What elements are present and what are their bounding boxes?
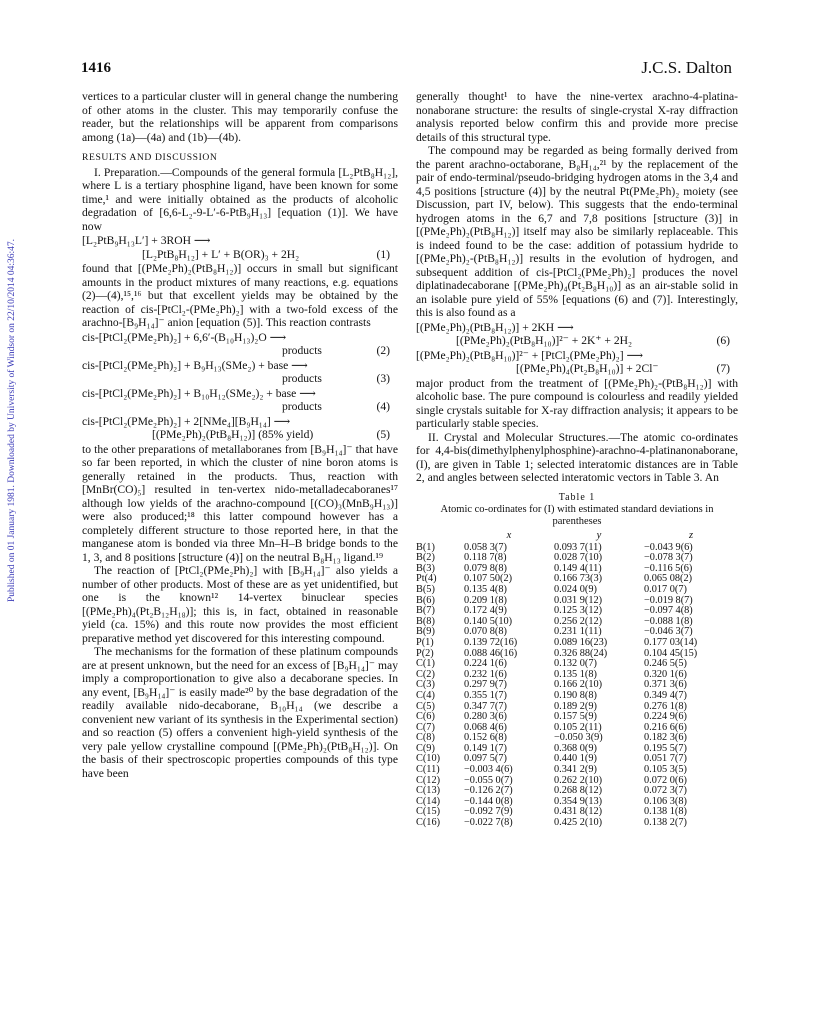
- equation-text: [(PMe₂Ph)₂(PtB₈H₁₀)]²⁻ + 2K⁺ + 2H₂: [456, 334, 633, 347]
- equation-line: [416, 362, 738, 376]
- equation-text: products: [282, 400, 322, 413]
- equation-number: (6): [716, 334, 730, 347]
- z-cell: −0.078 3(7): [644, 552, 693, 564]
- z-cell: 0.276 1(8): [644, 700, 687, 712]
- equation-line: [82, 400, 398, 414]
- atom-label-cell: C(4): [416, 689, 435, 701]
- z-cell: 0.072 0(6): [644, 774, 687, 786]
- paragraph: The compound may be regarded as being formally derived from the parent arachno-octaborane, B₈H₁₄,²¹ by the replacement of the pair of endo-terminal/pseudo-bridging hydrogen atoms in the 3,4 and 4,5 positions [structure (4)] by the neutral Pt(PMe₂Ph)₂ moiety (see Discussion, part IV, below). This suggests that the endo-terminal hydrogen atoms in the 6,7 and 7,8 positions [structure (3)] in [(PMe₂Ph)₂(PtB₈H₁₂)] itself may also be similarly replaceable. This is indeed found to be the case: addition of potassium hydride to [(PMe₂Ph)₂-(PtB₈H₁₂)] results in the evolution of hydrogen, and subsequent addition of cis-[PtCl₂(PMe₂Ph)₂] produces the novel diplatinadecaborane [(PMe₂Ph)₄(Pt₂B₈H₁₀)] as an air-stable solid in an isolable pure yield of 55% [equations (6) and (7)]. Interestingly, this is also found as a: [416, 144, 738, 319]
- x-cell: 0.297 9(7): [464, 679, 507, 691]
- z-cell: −0.097 4(8): [644, 605, 693, 617]
- table-row: [416, 638, 738, 649]
- equation-number: (3): [376, 372, 390, 385]
- equation-line: [416, 334, 738, 348]
- y-cell: 0.431 8(12): [554, 806, 603, 818]
- y-cell: 0.125 3(12): [554, 605, 603, 617]
- atom-label-cell: C(11): [416, 764, 440, 776]
- atom-label-cell: Pt(4): [416, 573, 437, 585]
- z-cell: 0.177 03(14): [644, 636, 698, 648]
- z-cell: 0.105 3(5): [644, 764, 687, 776]
- y-cell: 0.149 4(11): [554, 562, 602, 574]
- equation-3: [82, 359, 398, 386]
- equation-line: [(PMe₂Ph)₂(PtB₈H₁₂)] + 2KH ⟶: [416, 320, 574, 334]
- y-cell: 0.190 8(8): [554, 689, 597, 701]
- equation-line: cis-[PtCl₂(PMe₂Ph)₂] + B₉H₁₃(SMe₂) + base ⟶: [82, 358, 308, 372]
- y-cell: 0.166 73(3): [554, 573, 603, 585]
- equation-number: (1): [376, 247, 390, 261]
- x-cell: 0.107 50(2): [464, 573, 513, 585]
- equation-line: [82, 248, 398, 262]
- atom-label-cell: B(6): [416, 594, 435, 606]
- z-cell: 0.224 9(6): [644, 711, 687, 723]
- x-cell: 0.058 3(7): [464, 541, 507, 553]
- atom-label-cell: C(8): [416, 732, 435, 744]
- y-cell: 0.135 1(8): [554, 668, 597, 680]
- atom-label-cell: C(2): [416, 668, 435, 680]
- x-cell: 0.068 4(6): [464, 721, 507, 733]
- atom-label-cell: B(3): [416, 562, 435, 574]
- atom-label-cell: C(14): [416, 795, 441, 807]
- equation-number: (2): [376, 344, 390, 357]
- x-cell: −0.144 0(8): [464, 795, 513, 807]
- atom-label-cell: C(7): [416, 721, 435, 733]
- x-cell: 0.149 1(7): [464, 742, 507, 754]
- atom-label-cell: B(1): [416, 541, 435, 553]
- atom-label-cell: C(15): [416, 806, 441, 818]
- z-cell: −0.043 9(6): [644, 541, 693, 553]
- equation-number: (4): [376, 400, 390, 413]
- equation-7: [416, 349, 738, 376]
- x-cell: −0.126 2(7): [464, 785, 513, 797]
- x-cell: 0.088 46(16): [464, 647, 518, 659]
- x-cell: 0.152 6(8): [464, 732, 507, 744]
- right-column: [416, 90, 738, 829]
- table-row: [416, 691, 738, 702]
- z-cell: 0.065 08(2): [644, 573, 693, 585]
- atom-label-cell: B(5): [416, 583, 435, 595]
- equation-line: [82, 344, 398, 358]
- left-column: [82, 90, 398, 780]
- y-cell: 0.089 16(23): [554, 636, 608, 648]
- atom-label-cell: C(9): [416, 742, 435, 754]
- atom-label-cell: B(8): [416, 615, 435, 627]
- equation-line: [82, 428, 398, 442]
- z-cell: 0.017 0(7): [644, 583, 687, 595]
- equation-6: [416, 321, 738, 348]
- z-cell: 0.371 3(6): [644, 679, 687, 691]
- y-cell: 0.031 9(12): [554, 594, 603, 606]
- y-cell: 0.440 1(9): [554, 753, 597, 765]
- z-cell: 0.216 6(6): [644, 721, 687, 733]
- paragraph: generally thought¹ to have the nine-vertex arachno-4-platina-nonaborane structure: the results of single-crystal X-ray diffraction analysis reported below confirm this and provide more precise details of this structural type.: [416, 90, 738, 144]
- x-cell: 0.224 1(6): [464, 658, 507, 670]
- paragraph: The reaction of [PtCl₂(PMe₂Ph)₂] with [B₉H₁₄]⁻ also yields a number of other products. Most of these are as yet unidentified, but one is the known¹² 14-vertex binuclear species [(PMe₂Ph)₄(Pt₂B₁₂H₁₈)]; this is, in fact, obtained in reasonable yield (ca. 15%) and this route now provides the most efficient preparative method yet discovered for this interesting compound.: [82, 564, 398, 645]
- z-cell: 0.051 7(7): [644, 753, 687, 765]
- equation-text: products: [282, 372, 322, 385]
- y-cell: 0.231 1(11): [554, 626, 602, 638]
- paragraph: The mechanisms for the formation of these platinum compounds are at present unknown, but the need for an excess of [B₉H₁₄]⁻ may imply a comproportionation to give also a decaborane species. In any event, [B₉H₁₄]⁻ is easily made²⁰ by the base degradation of the readily available nido-decaborane, B₁₀H₁₄ (we describe a convenient new variant of its synthesis in the Experimental section) and so reaction (5) offers a convenient high-yield synthesis of the very pale yellow crystalline compound [(PMe₂Ph)₂(PtB₈H₁₂)]. On the basis of their spectroscopic properties compounds of this type have been: [82, 645, 398, 780]
- y-cell: 0.354 9(13): [554, 795, 603, 807]
- x-cell: −0.022 7(8): [464, 817, 513, 829]
- atom-label-cell: P(2): [416, 647, 434, 659]
- y-cell: 0.425 2(10): [554, 817, 603, 829]
- z-cell: 0.349 4(7): [644, 689, 687, 701]
- equation-line: cis-[PtCl₂(PMe₂Ph)₂] + 2[NMe₄][B₉H₁₄] ⟶: [82, 414, 291, 428]
- y-cell: 0.368 0(9): [554, 742, 597, 754]
- paragraph: I. Preparation.—Compounds of the general formula [L₂PtB₈H₁₂], where L is a tertiary phosphine ligand, have been known for some time,¹ and were initially obtained as the products of alcoholic degradation of [6,6-L₂-9-L′-6-PtB₉H₁₃] [equation (1)]. We have now: [82, 165, 398, 233]
- equation-5: [82, 415, 398, 442]
- z-cell: 0.182 3(6): [644, 732, 687, 744]
- z-cell: 0.246 5(5): [644, 658, 687, 670]
- atom-label-cell: C(16): [416, 817, 441, 829]
- atom-label-cell: P(1): [416, 636, 434, 648]
- z-cell: 0.138 2(7): [644, 817, 687, 829]
- paragraph: found that [(PMe₂Ph)₂(PtB₈H₁₂)] occurs in small but significant amounts in the product mixtures of many reactions, e.g. equations (2)—(4),¹⁵,¹⁶ but that excellent yields may be obtained by the reaction of cis-[PtCl₂-(PMe₂Ph)₂] with a two-fold excess of the arachno-[B₉H₁₄]⁻ anion [equation (5)]. This reaction contrasts: [82, 262, 398, 329]
- column-header-z: z: [688, 530, 694, 541]
- equation-line: cis-[PtCl₂(PMe₂Ph)₂] + 6,6′-(B₁₀H₁₃)₂O ⟶: [82, 330, 287, 344]
- equation-4: [82, 387, 398, 414]
- z-cell: 0.195 5(7): [644, 742, 687, 754]
- y-cell: 0.028 7(10): [554, 552, 603, 564]
- equation-line: [82, 372, 398, 386]
- y-cell: 0.341 2(9): [554, 764, 597, 776]
- x-cell: −0.092 7(9): [464, 806, 513, 818]
- z-cell: 0.320 1(6): [644, 668, 687, 680]
- x-cell: 0.172 4(9): [464, 605, 507, 617]
- x-cell: 0.118 7(8): [464, 552, 507, 564]
- equation-text: [L₂PtB₈H₁₂] + L′ + B(OR)₃ + 2H₂: [142, 247, 300, 261]
- paragraph: major product from the treatment of [(PMe₂Ph)₂-(PtB₈H₁₂)] with alcoholic base. The pure compound is colourless and readily yielded single crystals suitable for X-ray diffraction analysis; it appears to be particularly stable species.: [416, 376, 738, 430]
- x-cell: 0.135 4(8): [464, 583, 507, 595]
- equation-2: [82, 331, 398, 358]
- y-cell: 0.256 2(12): [554, 615, 603, 627]
- y-cell: 0.157 5(9): [554, 711, 597, 723]
- y-cell: 0.262 2(10): [554, 774, 603, 786]
- equation-number: (7): [716, 362, 730, 375]
- table-title: Table 1: [558, 491, 596, 503]
- x-cell: −0.003 4(6): [464, 764, 513, 776]
- y-cell: 0.093 7(11): [554, 541, 602, 553]
- paragraph: II. Crystal and Molecular Structures.—The atomic co-ordinates for 4,4-bis(dimethylphenylphosphine)-arachno-4-platinanonaborane, (I), are given in Table 1; selected interatomic distances are in Table 2, and angles between selected interatomic vectors in Table 3. An: [416, 430, 738, 484]
- x-cell: 0.097 5(7): [464, 753, 507, 765]
- y-cell: 0.268 8(12): [554, 785, 603, 797]
- table-header-row: [416, 531, 738, 543]
- y-cell: 0.326 88(24): [554, 647, 608, 659]
- x-cell: 0.079 8(8): [464, 562, 507, 574]
- y-cell: 0.024 0(9): [554, 583, 597, 595]
- z-cell: −0.046 3(7): [644, 626, 693, 638]
- y-cell: 0.189 2(9): [554, 700, 597, 712]
- z-cell: 0.104 45(15): [644, 647, 698, 659]
- paragraph: vertices to a particular cluster will in general change the numbering of other atoms in the cluster. This may temporarily confuse the reader, but the relationships will be apparent from comparisons among (1a)—(4a) and (1b)—(4b).: [82, 90, 398, 144]
- z-cell: 0.106 3(8): [644, 795, 687, 807]
- coordinates-table: [416, 531, 738, 829]
- y-cell: −0.050 3(9): [554, 732, 603, 744]
- atom-label-cell: C(12): [416, 774, 441, 786]
- z-cell: 0.138 1(8): [644, 806, 687, 818]
- x-cell: 0.280 3(6): [464, 711, 507, 723]
- z-cell: −0.019 8(7): [644, 594, 693, 606]
- z-cell: 0.072 3(7): [644, 785, 687, 797]
- atom-label-cell: B(9): [416, 626, 435, 638]
- x-cell: 0.232 1(6): [464, 668, 507, 680]
- atom-label-cell: C(5): [416, 700, 435, 712]
- equation-line: [(PMe₂Ph)₂(PtB₈H₁₀)]²⁻ + [PtCl₂(PMe₂Ph)₂] ⟶: [416, 348, 644, 362]
- page-number: 1416: [81, 60, 111, 76]
- atom-label-cell: C(6): [416, 711, 435, 723]
- column-header-y: y: [596, 530, 602, 541]
- x-cell: 0.355 1(7): [464, 689, 507, 701]
- atom-label-cell: C(13): [416, 785, 441, 797]
- table-body: [416, 543, 738, 829]
- x-cell: 0.209 1(8): [464, 594, 507, 606]
- table-row: [416, 818, 738, 829]
- equation-line: [L₂PtB₉H₁₃L′] + 3ROH ⟶: [82, 234, 211, 247]
- z-cell: −0.088 1(8): [644, 615, 693, 627]
- paragraph: to the other preparations of metallaboranes from [B₉H₁₄]⁻ that have so far been reported, in which the cluster of nine boron atoms is generally retained in the products. Thus, reaction with [MnBr(CO)₅] resulted in ten-vertex nido-metalladecaboranes¹⁷ although low yields of the arachno-compound [(CO)₃(MnB₉H₁₃)] were also produced;¹⁸ this latter compound however has a completely different structure to those reported here, in that the manganese atom is bonded via three Mn–H–B bridge bonds to the 1, 3, and 8 positions [structure (4)] on the neutral B₈H₁₃ ligand.¹⁹: [82, 442, 398, 564]
- atom-label-cell: B(7): [416, 605, 435, 617]
- atom-label-cell: B(2): [416, 552, 435, 564]
- table-caption: Atomic co-ordinates for (I) with estimated standard deviations in parentheses: [440, 504, 714, 527]
- section-heading: RESULTS AND DISCUSSION: [82, 152, 218, 163]
- equation-1: [82, 234, 398, 261]
- atom-label-cell: C(3): [416, 679, 435, 691]
- column-header-x: x: [506, 530, 512, 541]
- equation-text: [(PMe₂Ph)₂(PtB₈H₁₂)] (85% yield): [152, 428, 314, 441]
- equation-text: [(PMe₂Ph)₄(Pt₂B₈H₁₀)] + 2Cl⁻: [516, 362, 659, 375]
- x-cell: −0.055 0(7): [464, 774, 513, 786]
- x-cell: 0.347 7(7): [464, 700, 507, 712]
- z-cell: −0.116 5(6): [644, 562, 693, 574]
- atom-label-cell: C(10): [416, 753, 441, 765]
- column-header-atom: [416, 531, 464, 543]
- journal-title: J.C.S. Dalton: [641, 58, 732, 77]
- table-row: [416, 585, 738, 596]
- x-cell: 0.070 8(8): [464, 626, 507, 638]
- equation-line: cis-[PtCl₂(PMe₂Ph)₂] + B₁₀H₁₂(SMe₂)₂ + base ⟶: [82, 386, 316, 400]
- y-cell: 0.132 0(7): [554, 658, 597, 670]
- y-cell: 0.105 2(11): [554, 721, 602, 733]
- y-cell: 0.166 2(10): [554, 679, 603, 691]
- equation-number: (5): [376, 428, 390, 441]
- equation-text: products: [282, 344, 322, 357]
- download-notice[interactable]: Published on 01 January 1981. Downloaded by University of Windsor on 22/10/2014 04:36:47.: [7, 238, 17, 602]
- x-cell: 0.139 72(16): [464, 636, 518, 648]
- atom-label-cell: C(1): [416, 658, 435, 670]
- x-cell: 0.140 5(10): [464, 615, 513, 627]
